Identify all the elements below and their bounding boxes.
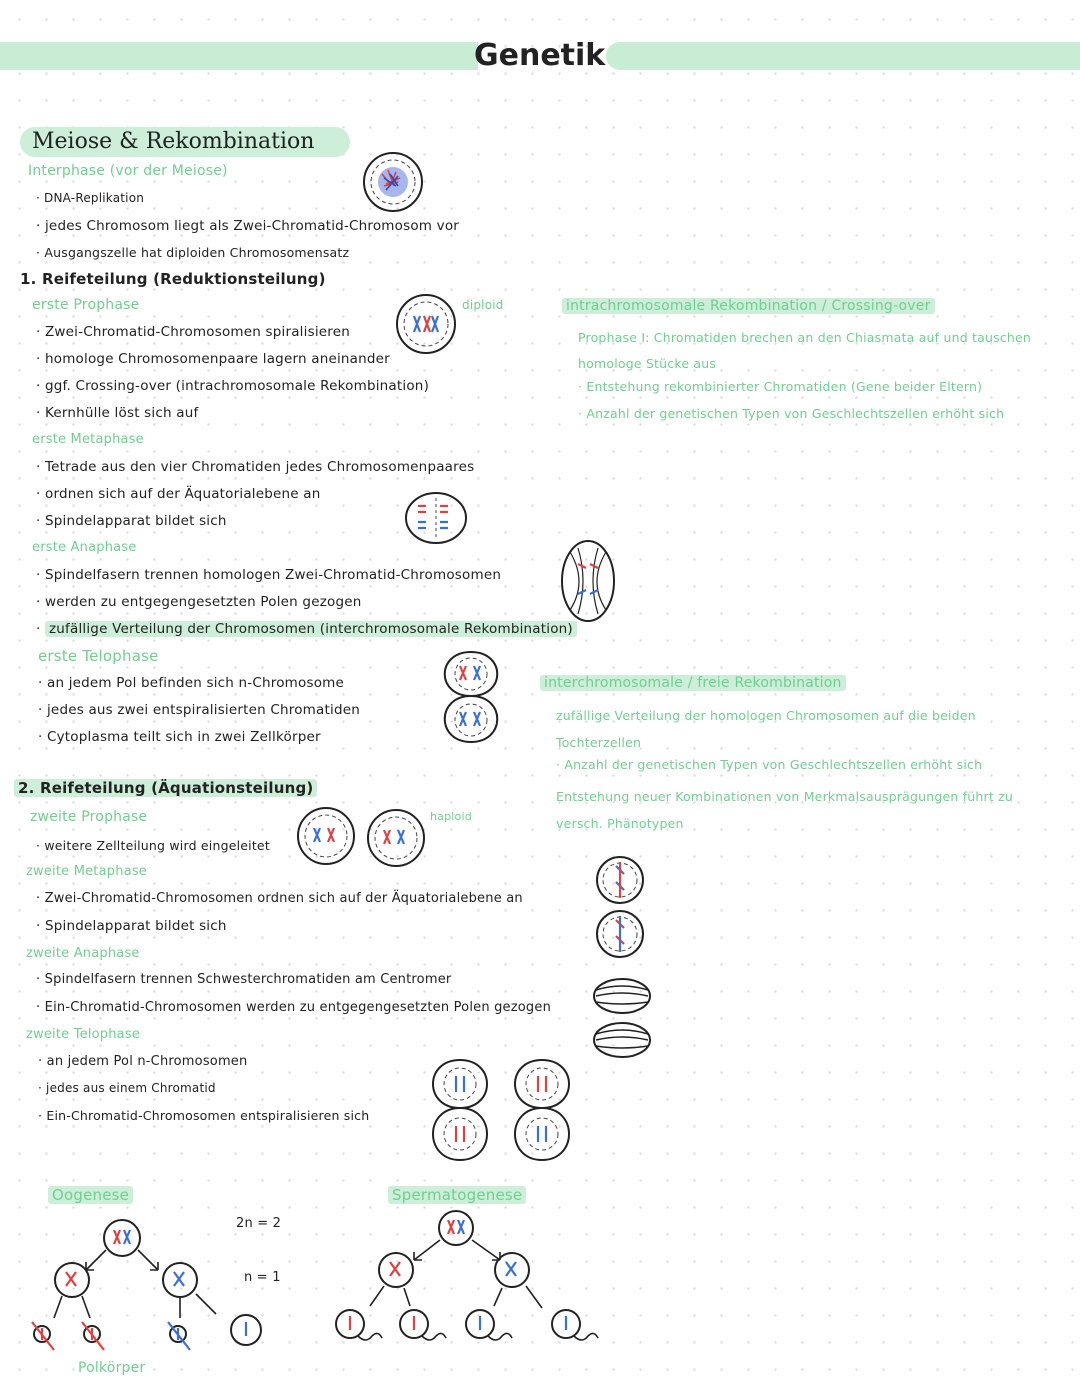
inter-bullet-1: zufällige Verteilung der homologen Chromosomen auf die beiden Tochterzellen (556, 708, 976, 750)
inter-bullet-3: Entstehung neuer Kombinationen von Merkmalsausprägungen führt zu versch. Phänotypen (556, 789, 1014, 831)
meiosis2-metaphase-bullet-1: · Zwei-Chromatid-Chromosomen ordnen sich auf der Äquatorialebene an (36, 891, 523, 906)
section-title: Meiose & Rekombination (20, 127, 350, 157)
oogenese-diagram (26, 1218, 266, 1368)
meiosis1-anaphase-bullet-1: · Spindelfasern trennen homologen Zwei-Chromatid-Chromosomen (36, 567, 501, 583)
interchromosomal-highlight: zufällige Verteilung der Chromosomen (interchromosomale Rekombination) (45, 621, 577, 637)
meiosis2-telophase-bullet-1: · an jedem Pol n-Chromosomen (38, 1054, 247, 1069)
prophase1-cell-drawing (396, 294, 462, 354)
telophase1-cell-drawing (436, 650, 506, 744)
anaphase2-cells-drawing (592, 976, 654, 1060)
interphase-heading: Interphase (vor der Meiose) (28, 163, 228, 179)
meiosis1-metaphase-bullet-2: · ordnen sich auf der Äquatorialebene an (36, 486, 321, 502)
meiosis1-prophase-bullet-1: · Zwei-Chromatid-Chromosomen spiralisieren (36, 324, 350, 340)
intra-bullet-1: Prophase I: Chromatiden brechen an den Chiasmata auf und tauschen homologe Stücke aus (578, 330, 1032, 371)
meiosis2-metaphase-heading: zweite Metaphase (26, 864, 147, 879)
haploid-label: haploid (430, 810, 472, 823)
inter-bullet-2: · Anzahl der genetischen Typen von Geschlechtszellen erhöht sich (556, 757, 982, 772)
meiosis2-anaphase-bullet-1: · Spindelfasern trennen Schwesterchromatiden am Centromer (36, 972, 451, 987)
meiosis1-metaphase-heading: erste Metaphase (32, 432, 144, 447)
interphase-cell-drawing (360, 152, 426, 212)
telophase2-cells-drawing (424, 1058, 580, 1162)
oogenese-heading: Oogenese (48, 1186, 133, 1204)
meiosis1-anaphase-bullet-2: · werden zu entgegengesetzten Polen gezogen (36, 594, 361, 610)
meiosis1-prophase-bullet-4: · Kernhülle löst sich auf (36, 405, 198, 421)
interphase-bullet-2: · jedes Chromosom liegt als Zwei-Chromatid-Chromosom vor (36, 218, 459, 234)
meiosis1-telophase-bullet-1: · an jedem Pol befinden sich n-Chromosome (38, 675, 344, 691)
meiosis2-telophase-heading: zweite Telophase (26, 1027, 141, 1042)
interphase-bullet-3: · Ausgangszelle hat diploiden Chromosomensatz (36, 245, 349, 260)
meiosis2-heading: 2. Reifeteilung (Äquationsteilung) (14, 779, 317, 797)
prophase2-cells-drawing (296, 806, 432, 868)
spermatogenese-heading: Spermatogenese (388, 1186, 526, 1204)
metaphase2-cells-drawing (594, 856, 648, 960)
metaphase1-cell-drawing (404, 492, 470, 544)
meiosis1-metaphase-bullet-3: · Spindelapparat bildet sich (36, 513, 227, 529)
diploid-label: diploid (462, 298, 504, 312)
meiosis1-prophase-heading: erste Prophase (32, 297, 140, 313)
meiosis2-telophase-bullet-2: · jedes aus einem Chromatid (38, 1081, 216, 1095)
label-n: n = 1 (244, 1270, 281, 1285)
meiosis2-telophase-bullet-3: · Ein-Chromatid-Chromosomen entspiralisieren sich (38, 1108, 369, 1123)
meiosis1-metaphase-bullet-1: · Tetrade aus den vier Chromatiden jedes Chromosomenpaares (36, 459, 474, 475)
anaphase1-cell-drawing (560, 540, 616, 622)
meiosis1-anaphase-heading: erste Anaphase (32, 540, 137, 555)
meiosis1-prophase-bullet-2: · homologe Chromosomenpaare lagern aneinander (36, 351, 390, 367)
spermatogenese-diagram (330, 1212, 600, 1372)
interphase-bullet-1: · DNA-Replikation (36, 191, 144, 205)
inter-heading: interchromosomale / freie Rekombination (540, 675, 846, 691)
meiosis1-anaphase-bullet-3 (36, 621, 577, 637)
header-bar-right (606, 42, 1080, 70)
meiosis1-telophase-bullet-2: · jedes aus zwei entspiralisierten Chromatiden (38, 702, 360, 718)
meiosis2-anaphase-heading: zweite Anaphase (26, 946, 140, 961)
meiosis1-telophase-bullet-3: · Cytoplasma teilt sich in zwei Zellkörper (38, 729, 321, 745)
meiosis1-prophase-bullet-3: · ggf. Crossing-over (intrachromosomale Rekombination) (36, 378, 429, 394)
meiosis2-prophase-heading: zweite Prophase (30, 809, 148, 825)
label-2n: 2n = 2 (236, 1216, 282, 1231)
meiosis2-prophase-bullet-1: · weitere Zellteilung wird eingeleitet (36, 838, 270, 853)
meiosis1-heading: 1. Reifeteilung (Reduktionsteilung) (20, 270, 326, 288)
intra-bullet-2: · Entstehung rekombinierter Chromatiden (Gene beider Eltern) (578, 379, 982, 394)
polkoerper-label: Polkörper (78, 1360, 146, 1376)
intra-bullet-3: · Anzahl der genetischen Typen von Geschlechtszellen erhöht sich (578, 406, 1004, 421)
meiosis1-telophase-heading: erste Telophase (38, 647, 159, 665)
meiosis2-metaphase-bullet-2: · Spindelapparat bildet sich (36, 918, 227, 934)
page-title: Genetik (474, 38, 606, 73)
header-bar-left (0, 42, 478, 70)
meiosis2-anaphase-bullet-2: · Ein-Chromatid-Chromosomen werden zu entgegengesetzten Polen gezogen (36, 1000, 551, 1015)
intra-heading: intrachromosomale Rekombination / Crossing-over (562, 298, 935, 314)
